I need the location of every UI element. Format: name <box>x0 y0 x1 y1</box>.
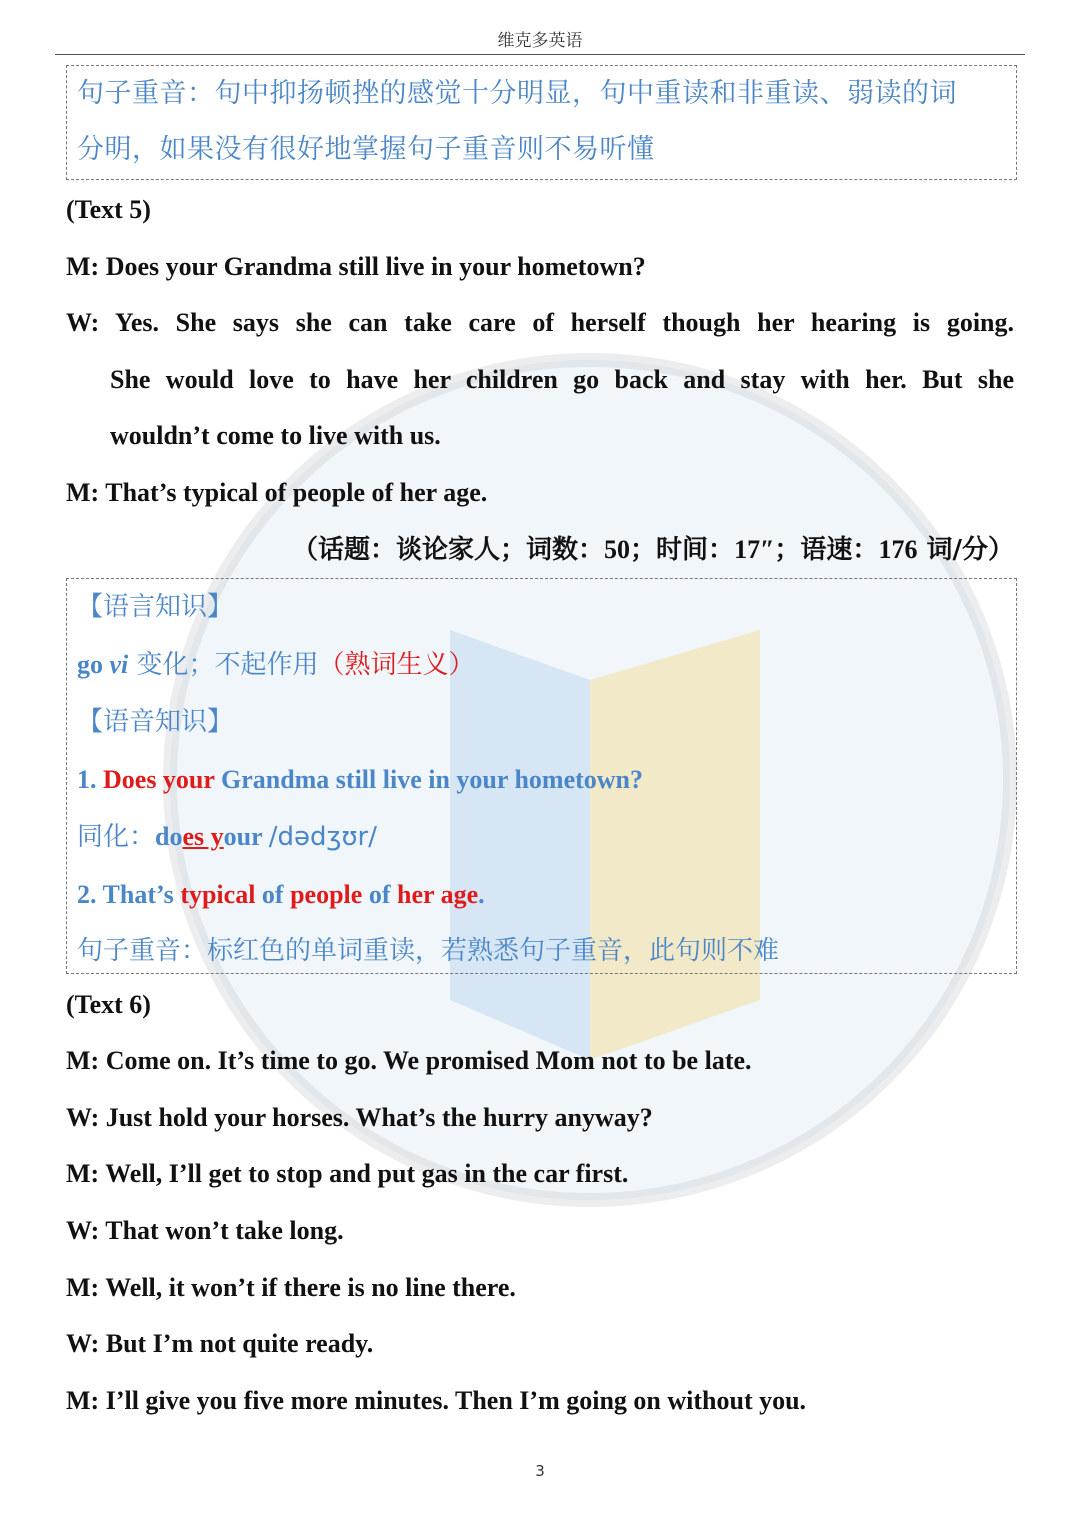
vocab-line <box>77 636 1006 694</box>
meta-time: 17″ <box>734 535 775 564</box>
dialogue-line: M: That’s typical of people of her age. <box>66 478 488 507</box>
dialogue-line: M: Well, it won’t if there is no line there. <box>66 1273 516 1302</box>
vocab-pos: vi <box>109 650 129 679</box>
vocab-note: （熟词生义） <box>318 650 475 680</box>
meta-speed: 176 <box>878 535 918 564</box>
s1-stressed: Does your <box>103 765 215 794</box>
vocab-word: go <box>77 650 110 679</box>
sentence-stress-note-box <box>66 65 1017 180</box>
dialogue-line: W: Just hold your horses. What’s the hurry anyway? <box>66 1103 653 1132</box>
note-line-2: 分明，如果没有很好地掌握句子重音则不易听懂 <box>77 134 655 165</box>
s2-stressed: typical <box>180 880 256 909</box>
page-number: 3 <box>535 1462 545 1480</box>
meta-time-label: ；时间： <box>630 535 735 565</box>
s2-part: . <box>478 880 485 909</box>
s2-part: of <box>362 880 397 909</box>
s1-rest: Grandma still live in your hometown? <box>214 765 644 794</box>
page-header: 维克多英语 <box>55 26 1025 55</box>
dialogue-line: W: But I’m not quite ready. <box>66 1329 374 1358</box>
s2-part: 2. That’s <box>77 880 181 909</box>
text6-heading: (Text 6) <box>66 990 151 1019</box>
vocab-meaning: 变化；不起作用 <box>128 650 319 680</box>
dialogue-line: W: That won’t take long. <box>66 1216 344 1245</box>
assimilation-label: 同化： <box>77 822 156 852</box>
dialogue-line: wouldn’t come to live with us. <box>110 421 441 450</box>
text5-meta <box>292 522 1014 578</box>
assim-part-1: do <box>155 822 183 851</box>
s2-stressed: people <box>290 880 363 909</box>
phonetic-knowledge-heading: 【语音知识】 <box>77 707 234 737</box>
meta-speed-label: ；语速： <box>774 535 879 565</box>
assim-underlined: es y <box>182 822 224 851</box>
dialogue-line: M: I’ll give you five more minutes. Then I’m going on without you. <box>66 1386 807 1415</box>
assim-ipa: /dədʒʊr/ <box>268 822 377 852</box>
assimilation-line <box>77 808 1006 866</box>
text5-heading: (Text 5) <box>66 195 151 224</box>
s1-number: 1. <box>77 765 103 794</box>
note-line-1: 句子重音：句中抑扬顿挫的感觉十分明显，句中重读和非重读、弱读的词 <box>77 78 957 109</box>
dialogue-line: W: Yes. She says she can take care of herself though her hearing is going. <box>66 308 1014 337</box>
dialogue-line: M: Does your Grandma still live in your hometown? <box>66 252 646 281</box>
dialogue-line: M: Come on. It’s time to go. We promised Mom not to be late. <box>66 1046 752 1075</box>
stress-sentence-1 <box>77 751 1006 808</box>
stress-sentence-2 <box>77 866 1006 923</box>
language-knowledge-heading: 【语言知识】 <box>77 592 234 622</box>
meta-close: 词/分） <box>917 535 1014 565</box>
stress-note: 句子重音：标红色的单词重读，若熟悉句子重音，此句则不难 <box>77 936 780 966</box>
meta-words: 50 <box>604 535 631 564</box>
dialogue-line: She would love to have her children go back and stay with her. But she <box>110 365 1014 394</box>
s2-stressed: her age <box>397 880 479 909</box>
assim-part-2: our <box>223 822 269 851</box>
knowledge-box <box>66 578 1017 974</box>
meta-open: （话题：谈论家人；词数： <box>292 535 605 565</box>
dialogue-line: M: Well, I’ll get to stop and put gas in the car first. <box>66 1159 629 1188</box>
s2-part: of <box>255 880 291 909</box>
